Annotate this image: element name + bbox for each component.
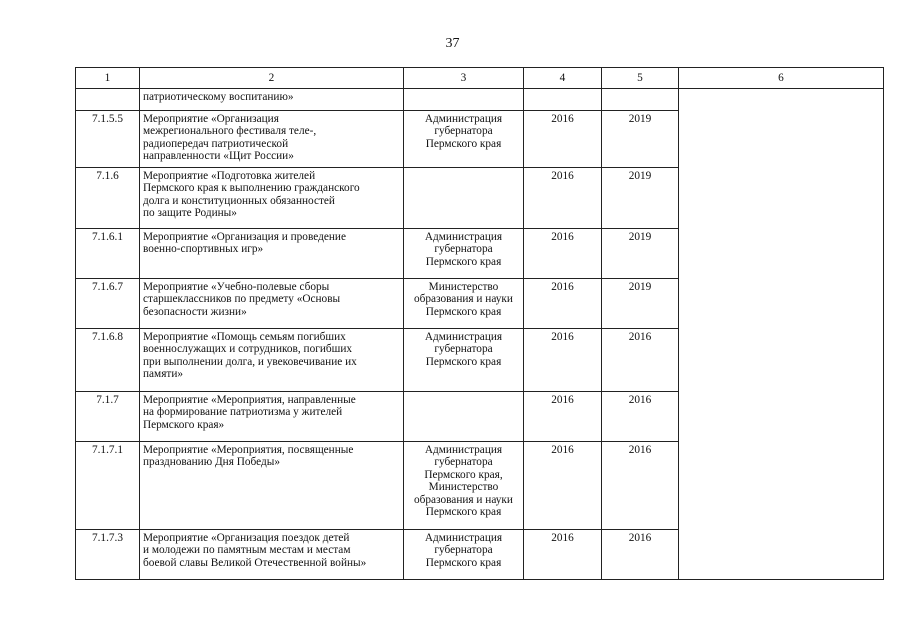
header-col-3: 3 bbox=[404, 68, 524, 89]
cell-num: 7.1.6.1 bbox=[76, 229, 140, 279]
cell-end: 2016 bbox=[602, 392, 679, 442]
cell-exec bbox=[404, 89, 524, 111]
table-row-continuation bbox=[76, 89, 884, 111]
cell-text: Мероприятие «Помощь семьям погибших военнослужащих и сотрудников, погибших при выполнении долга, и увековечивание их памяти» bbox=[140, 329, 404, 392]
cell-end: 2016 bbox=[602, 329, 679, 392]
cell-end: 2019 bbox=[602, 229, 679, 279]
table-header-row bbox=[76, 68, 884, 89]
cell-start bbox=[524, 89, 602, 111]
cell-col6-merged bbox=[679, 89, 884, 580]
cell-text: Мероприятие «Мероприятия, направленные на формирование патриотизма у жителей Пермского края» bbox=[140, 392, 404, 442]
cell-num: 7.1.7 bbox=[76, 392, 140, 442]
cell-exec: Министерство образования и науки Пермского края bbox=[404, 279, 524, 329]
cell-start: 2016 bbox=[524, 329, 602, 392]
cell-end bbox=[602, 89, 679, 111]
cell-end: 2019 bbox=[602, 168, 679, 229]
cell-num: 7.1.7.1 bbox=[76, 442, 140, 530]
cell-end: 2016 bbox=[602, 442, 679, 530]
cell-end: 2019 bbox=[602, 111, 679, 168]
events-table bbox=[75, 67, 884, 580]
cell-start: 2016 bbox=[524, 111, 602, 168]
cell-start: 2016 bbox=[524, 530, 602, 580]
cell-text: Мероприятие «Организация и проведение военно-спортивных игр» bbox=[140, 229, 404, 279]
cell-exec: Администрация губернатора Пермского края bbox=[404, 530, 524, 580]
cell-start: 2016 bbox=[524, 168, 602, 229]
cell-start: 2016 bbox=[524, 229, 602, 279]
cell-num: 7.1.6.8 bbox=[76, 329, 140, 392]
cell-end: 2016 bbox=[602, 530, 679, 580]
cell-exec: Администрация губернатора Пермского края bbox=[404, 329, 524, 392]
cell-exec bbox=[404, 168, 524, 229]
header-col-1: 1 bbox=[76, 68, 140, 89]
header-col-4: 4 bbox=[524, 68, 602, 89]
cell-text: патриотическому воспитанию» bbox=[140, 89, 404, 111]
header-col-2: 2 bbox=[140, 68, 404, 89]
header-col-5: 5 bbox=[602, 68, 679, 89]
cell-num: 7.1.6 bbox=[76, 168, 140, 229]
cell-end: 2019 bbox=[602, 279, 679, 329]
cell-text: Мероприятие «Мероприятия, посвященные празднованию Дня Победы» bbox=[140, 442, 404, 530]
cell-exec: Администрация губернатора Пермского края, Министерство образования и науки Пермского края bbox=[404, 442, 524, 530]
cell-text: Мероприятие «Подготовка жителей Пермского края к выполнению гражданского долга и конституционных обязанностей по защите Родины» bbox=[140, 168, 404, 229]
cell-text: Мероприятие «Учебно-полевые сборы старшеклассников по предмету «Основы безопасности жизни» bbox=[140, 279, 404, 329]
cell-start: 2016 bbox=[524, 392, 602, 442]
cell-start: 2016 bbox=[524, 279, 602, 329]
cell-exec: Администрация губернатора Пермского края bbox=[404, 111, 524, 168]
page-number: 37 bbox=[445, 36, 460, 51]
cell-num: 7.1.7.3 bbox=[76, 530, 140, 580]
cell-num: 7.1.6.7 bbox=[76, 279, 140, 329]
cell-text: Мероприятие «Организация межрегионального фестиваля теле-, радиопередач патриотической направленности «Щит России» bbox=[140, 111, 404, 168]
cell-text: Мероприятие «Организация поездок детей и молодежи по памятным местам и местам боевой славы Великой Отечественной войны» bbox=[140, 530, 404, 580]
cell-num: 7.1.5.5 bbox=[76, 111, 140, 168]
cell-exec: Администрация губернатора Пермского края bbox=[404, 229, 524, 279]
cell-exec bbox=[404, 392, 524, 442]
cell-num bbox=[76, 89, 140, 111]
header-col-6: 6 bbox=[679, 68, 884, 89]
cell-start: 2016 bbox=[524, 442, 602, 530]
